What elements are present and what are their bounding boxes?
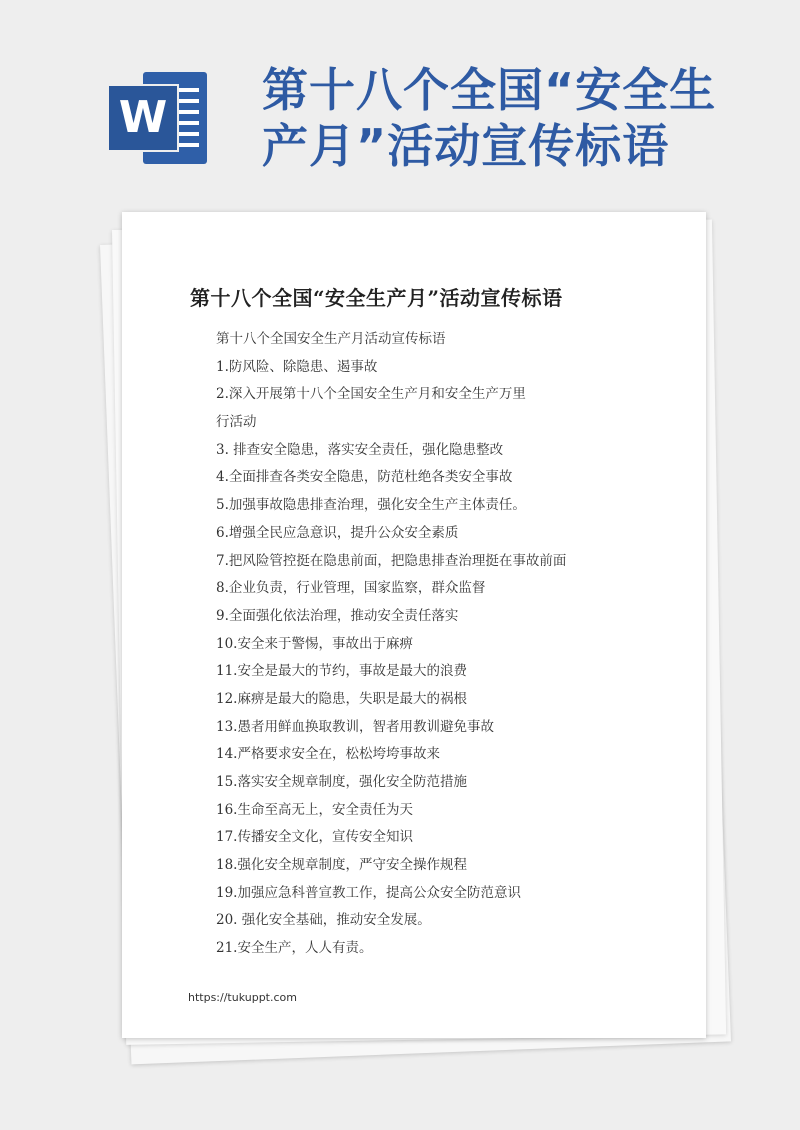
hero-title: 第十八个全国“安全生产月”活动宣传标语 bbox=[262, 63, 717, 173]
footer-url: https://tukuppt.com bbox=[188, 991, 297, 1004]
document-line: 15.落实安全规章制度，强化安全防范措施 bbox=[216, 774, 467, 790]
document-body bbox=[216, 326, 686, 963]
document-line: 21.安全生产，人人有责。 bbox=[216, 940, 373, 957]
document-line: 18.强化安全规章制度，严守安全操作规程 bbox=[216, 857, 467, 874]
document-title: 第十八个全国“安全生产月”活动宣传标语 bbox=[190, 286, 563, 310]
document-line: 8.企业负责，行业管理，国家监察，群众监督 bbox=[216, 580, 486, 597]
document-line: 9.全面强化依法治理，推动安全责任落实 bbox=[216, 607, 459, 624]
document-line: 5.加强事故隐患排查治理，强化安全生产主体责任。 bbox=[216, 497, 526, 514]
document-line: 7.把风险管控挺在隐患前面，把隐患排查治理挺在事故前面 bbox=[216, 552, 567, 569]
document-line: 行活动 bbox=[216, 414, 257, 431]
document-line: 14.严格要求安全在，松松垮垮事故来 bbox=[216, 746, 440, 763]
document-line: 6.增强全民应急意识，提升公众安全素质 bbox=[216, 524, 459, 541]
document-line: 19.加强应急科普宣教工作，提高公众安全防范意识 bbox=[216, 884, 521, 901]
document-line: 13.愚者用鲜血换取教训，智者用教训避免事故 bbox=[216, 718, 494, 735]
document-line: 2.深入开展第十八个全国安全生产月和安全生产万里 bbox=[216, 386, 526, 403]
document-line: 1.防风险、除隐患、遏事故 bbox=[216, 358, 378, 375]
document-line: 10.安全来于警惕，事故出于麻痹 bbox=[216, 635, 413, 652]
word-w-letter: W bbox=[107, 84, 179, 152]
document-line: 17.传播安全文化，宣传安全知识 bbox=[216, 829, 413, 846]
document-line: 16.生命至高无上，安全责任为天 bbox=[216, 801, 413, 818]
word-doc-icon bbox=[107, 72, 207, 164]
document-line: 12.麻痹是最大的隐患，失职是最大的祸根 bbox=[216, 690, 467, 707]
document-line: 4.全面排查各类安全隐患，防范杜绝各类安全事故 bbox=[216, 469, 513, 486]
document-line: 11.安全是最大的节约，事故是最大的浪费 bbox=[216, 663, 467, 680]
document-page bbox=[122, 212, 706, 1038]
document-line: 第十八个全国安全生产月活动宣传标语 bbox=[216, 331, 446, 347]
document-line: 20. 强化安全基础，推动安全发展。 bbox=[216, 912, 431, 929]
document-line: 3. 排查安全隐患，落实安全责任，强化隐患整改 bbox=[216, 441, 504, 458]
